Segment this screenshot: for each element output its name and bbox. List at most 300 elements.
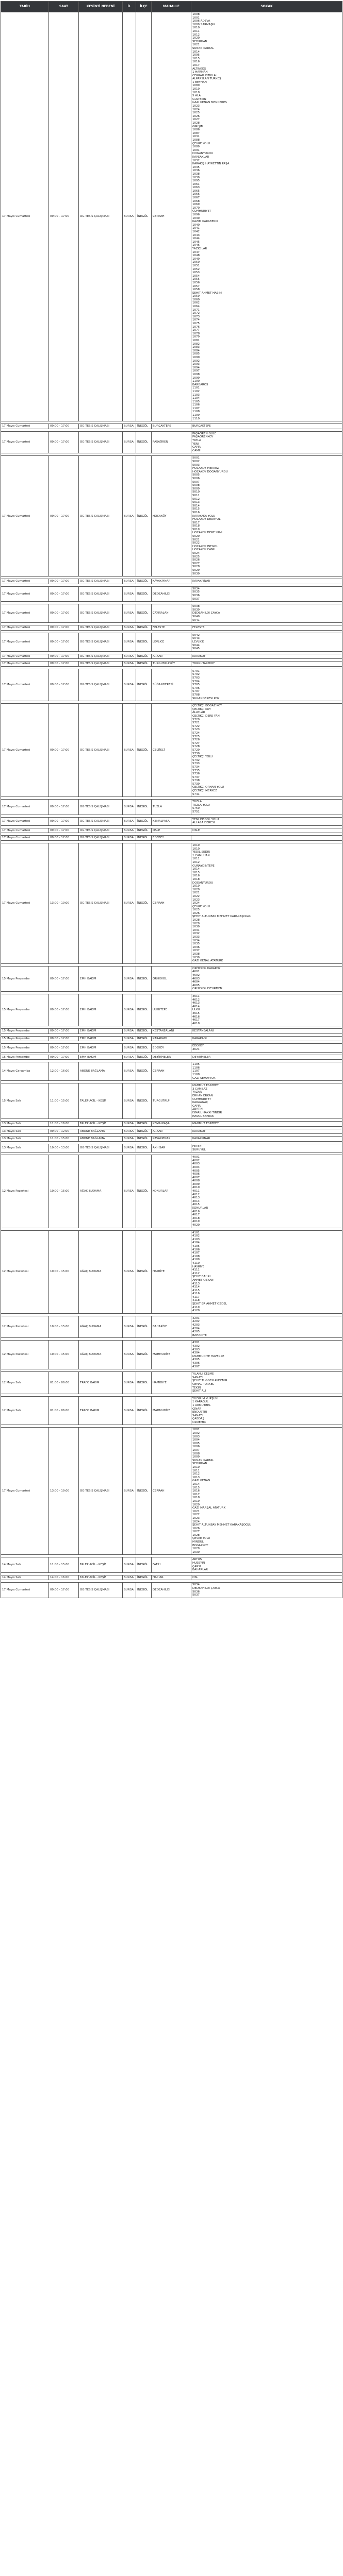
street-name: 5736 bbox=[192, 772, 200, 776]
table-row bbox=[1, 1029, 342, 1034]
street-name: 5016 bbox=[192, 511, 200, 514]
neighborhood-cell: BAHARİYE bbox=[152, 1316, 191, 1338]
province-cell: BURSA bbox=[123, 1062, 136, 1081]
street-name: 5724 bbox=[192, 731, 200, 735]
street-name: 5020 bbox=[192, 535, 200, 538]
date-cell: 17 Mayıs Cumartesi bbox=[1, 604, 49, 623]
street-name: 1064 bbox=[192, 305, 200, 309]
table-row bbox=[1, 704, 342, 797]
street-cell bbox=[191, 828, 342, 833]
reason-cell: OG TESİS ÇALIŞMASI bbox=[79, 843, 123, 964]
neighborhood-cell: KESTANEALANI bbox=[152, 1029, 191, 1034]
street-cell bbox=[191, 817, 342, 825]
date-cell: 15 Mayıs Perşembe bbox=[1, 966, 49, 991]
street-cell bbox=[191, 1428, 342, 1555]
date-cell: 17 Mayıs Cumartesi bbox=[1, 1583, 49, 1598]
street-name: 1020 bbox=[192, 37, 200, 40]
time-cell: 09:00 - 17:00 bbox=[49, 994, 79, 1026]
neighborhood-cell: CERRAH bbox=[152, 12, 191, 421]
street-name: 5741 bbox=[192, 792, 200, 796]
street-name: 1051 bbox=[192, 264, 200, 267]
district-cell: İNEGÖL bbox=[136, 994, 152, 1026]
street-name: GÜNAYDINTEPE bbox=[192, 864, 215, 868]
province-cell: BURSA bbox=[123, 994, 136, 1026]
district-cell: İNEGÖL bbox=[136, 1230, 152, 1313]
province-cell: BURSA bbox=[123, 817, 136, 825]
street-name: EDEKÖY bbox=[192, 1044, 204, 1048]
district-cell: İNEGÖL bbox=[136, 456, 152, 577]
province-cell: BURSA bbox=[123, 633, 136, 651]
street-name: 5002 bbox=[192, 460, 200, 463]
time-cell: 11:00 - 15:00 bbox=[49, 1137, 79, 1142]
district-cell: İNEGÖL bbox=[136, 1036, 152, 1041]
date-cell: 17 Mayıs Cumartesi bbox=[1, 669, 49, 701]
street-name: 4301 bbox=[192, 1341, 200, 1345]
date-cell: 12 Mayıs Salı bbox=[1, 1372, 49, 1394]
street-name: MAHMUT ESATBEY bbox=[192, 1084, 219, 1088]
neighborhood-cell: AKHİSAR bbox=[152, 1144, 191, 1152]
street-name: AHMET ÖZKAN bbox=[192, 1278, 214, 1282]
province-cell: BURSA bbox=[123, 836, 136, 841]
street-name: 1081 bbox=[192, 339, 200, 342]
reason-cell: AĞAÇ BUDAMA bbox=[79, 1316, 123, 1338]
street-name: 1030 bbox=[192, 216, 200, 220]
street-name: 1035 bbox=[192, 942, 200, 946]
street-name: HOCAKÖY DEDEYOL bbox=[192, 518, 221, 521]
time-cell: 09:00 - 17:00 bbox=[49, 1055, 79, 1060]
street-name: CUMHURİYET bbox=[192, 1097, 211, 1101]
province-cell: BURSA bbox=[123, 1583, 136, 1598]
street-name: KARAKÖY bbox=[192, 1129, 206, 1133]
province-cell: BURSA bbox=[123, 1396, 136, 1425]
street-name: 1012 bbox=[192, 33, 200, 37]
district-cell: İNEGÖL bbox=[136, 633, 152, 651]
table-row bbox=[1, 1122, 342, 1127]
street-name: SUNAN KARTAL bbox=[192, 1459, 214, 1462]
street-name: 1015 bbox=[192, 57, 200, 60]
province-cell: BURSA bbox=[123, 579, 136, 584]
district-cell: İNEGÖL bbox=[136, 12, 152, 421]
street-name: 1022 bbox=[192, 894, 200, 898]
reason-cell: ABONE BAĞLAMA bbox=[79, 1129, 123, 1134]
date-cell: 13 Mayıs Salı bbox=[1, 1144, 49, 1152]
street-name: 4203 bbox=[192, 1324, 200, 1327]
time-cell: 11:00 - 15:00 bbox=[49, 1557, 79, 1572]
reason-cell: EMH BAKIM bbox=[79, 1036, 123, 1041]
street-name: 1067 bbox=[192, 196, 200, 200]
street-name: ÇELTİKÇİ ORHAN YOLU bbox=[192, 786, 224, 789]
street-name: 4116 bbox=[192, 1292, 200, 1296]
province-cell: BURSA bbox=[123, 669, 136, 701]
street-name: FETEN bbox=[192, 1144, 202, 1148]
table-row bbox=[1, 817, 342, 825]
date-cell: 17 Mayıs Cumartesi bbox=[1, 704, 49, 797]
street-name: 1003 bbox=[192, 1435, 200, 1438]
street-name: 1065 bbox=[192, 189, 200, 193]
date-cell: 15 Mayıs Perşembe bbox=[1, 1029, 49, 1034]
street-name: 5036 bbox=[192, 594, 200, 597]
street-name: 4015 bbox=[192, 1203, 200, 1207]
date-cell: 17 Mayıs Cumartesi bbox=[1, 800, 49, 815]
province-cell: BURSA bbox=[123, 604, 136, 623]
street-name: 4120 bbox=[192, 1309, 200, 1313]
street-name: 5727 bbox=[192, 741, 200, 745]
street-name: 5041 bbox=[192, 618, 200, 622]
street-name: ÇELTİKÇİ KÖY bbox=[192, 707, 211, 711]
street-name: 4614 bbox=[192, 1005, 200, 1008]
street-name: 5726 bbox=[192, 738, 200, 742]
street-name: İSMAIL HAKKI TINDIR bbox=[192, 1111, 222, 1114]
date-cell: 14 Mayıs Çarşamba bbox=[1, 1062, 49, 1081]
table-row bbox=[1, 800, 342, 815]
neighborhood-cell: FATİH bbox=[152, 1557, 191, 1572]
province-cell: BURSA bbox=[123, 966, 136, 991]
street-name: SANAYİ bbox=[192, 1376, 203, 1379]
street-name: 1047 bbox=[192, 250, 200, 254]
street-cell bbox=[191, 1341, 342, 1369]
street-name: 1103 bbox=[192, 393, 200, 397]
street-name: ERHAN ERKAN bbox=[192, 1094, 213, 1097]
street-name: 4002 bbox=[192, 1159, 200, 1162]
province-cell: BURSA bbox=[123, 1144, 136, 1152]
street-name: 1028 bbox=[192, 122, 200, 125]
street-name: HOCAKÖY CAMİİ bbox=[192, 548, 216, 552]
street-name: 4604 bbox=[192, 980, 200, 984]
reason-cell: EMH BAKIM bbox=[79, 1044, 123, 1052]
street-name: 1031 bbox=[192, 928, 200, 932]
time-cell: 09:00 - 17:00 bbox=[49, 456, 79, 577]
street-cell bbox=[191, 704, 342, 797]
street-name: 3 CAMBAZ bbox=[192, 1087, 207, 1091]
street-name: ÇELTİKÇİ DERE YANI bbox=[192, 715, 221, 718]
district-cell: İNEGÖL bbox=[136, 1137, 152, 1142]
street-name: 1071 bbox=[192, 308, 200, 312]
street-name: ORHİDİOL KARAKÖY bbox=[192, 967, 221, 970]
reason-cell: OG TESİS ÇALIŞMASI bbox=[79, 662, 123, 667]
street-name: 1027 bbox=[192, 1530, 200, 1534]
street-name: 1094 bbox=[192, 366, 200, 369]
table-row bbox=[1, 669, 342, 701]
district-cell: İNEGÖL bbox=[136, 662, 152, 667]
street-name: 1039 bbox=[192, 956, 200, 959]
street-name: 1088 bbox=[192, 138, 200, 142]
street-name: 1008 bbox=[192, 13, 200, 16]
street-name: 1037 bbox=[192, 949, 200, 953]
header-district: İLÇE bbox=[136, 2, 152, 12]
time-cell: 10:00 - 13:00 bbox=[49, 1144, 79, 1152]
street-name: 1002 bbox=[192, 1432, 200, 1435]
street-name: 5735 bbox=[192, 769, 200, 772]
reason-cell: OG TESİS ÇALIŞMASI bbox=[79, 669, 123, 701]
street-name: 1095 bbox=[192, 54, 200, 57]
time-cell: 13:00 - 19:00 bbox=[49, 843, 79, 964]
reason-cell: EMH BAKIM bbox=[79, 1055, 123, 1060]
province-cell: BURSA bbox=[123, 431, 136, 453]
district-cell: İNEGÖL bbox=[136, 431, 152, 453]
street-name: SEDİRHAN bbox=[192, 40, 207, 43]
street-name: 1083 bbox=[192, 346, 200, 349]
street-name: KAVAKPINAR bbox=[192, 1137, 210, 1141]
street-name: 1092 bbox=[192, 359, 200, 363]
province-cell: BURSA bbox=[123, 456, 136, 577]
outage-table bbox=[1, 1, 342, 1598]
street-name: 1107 bbox=[192, 1070, 200, 1073]
date-cell: 12 Mayıs Pazartesi bbox=[1, 1230, 49, 1313]
street-name: 4006 bbox=[192, 1173, 200, 1176]
street-name: 5739 bbox=[192, 782, 200, 786]
street-name: 1018 bbox=[192, 1496, 200, 1500]
street-name: HOCAKÖY MERKEZ bbox=[192, 467, 219, 470]
street-name: 4014 bbox=[192, 1199, 200, 1203]
street-name: 5733 bbox=[192, 762, 200, 766]
street-name: TUZLA YOLU bbox=[192, 803, 210, 807]
reason-cell: OG TESİS ÇALIŞMASI bbox=[79, 586, 123, 601]
street-name: 4004 bbox=[192, 1165, 200, 1169]
street-cell bbox=[191, 625, 342, 631]
street-cell bbox=[191, 836, 342, 841]
street-name: 5720 bbox=[192, 718, 200, 721]
street-name: 1097 bbox=[192, 369, 200, 373]
street-name: 1027 bbox=[192, 118, 200, 122]
street-name: ÇEVRE YOLU bbox=[192, 142, 210, 145]
time-cell: 10:00 - 15:00 bbox=[49, 1155, 79, 1228]
street-name: ALAYLAR bbox=[192, 711, 205, 715]
street-name: ÇELTİKÇİ YOLU bbox=[192, 755, 213, 759]
neighborhood-cell: KAVAKPINAR bbox=[152, 579, 191, 584]
street-name: 1012 bbox=[192, 860, 200, 864]
street-name: 1038 bbox=[192, 172, 200, 176]
neighborhood-cell: TUZLA bbox=[152, 800, 191, 815]
street-name: ÖZDEMİR bbox=[192, 1420, 206, 1424]
street-name: 4103 bbox=[192, 1238, 200, 1241]
street-name: GÜLTEKİN bbox=[192, 97, 206, 101]
street-name: 4307 bbox=[192, 1365, 200, 1368]
street-name: 1079 bbox=[192, 335, 200, 339]
date-cell: 12 Mayıs Pazartesi bbox=[1, 1341, 49, 1369]
street-cell bbox=[191, 1583, 342, 1598]
time-cell: 09:00 - 17:00 bbox=[49, 1029, 79, 1034]
street-name: CUMHURİYET bbox=[192, 210, 211, 213]
province-cell: BURSA bbox=[123, 828, 136, 833]
street-name: SÜRÜYÜL bbox=[192, 1148, 206, 1151]
street-name: MAHMUDİYE HAVERKE bbox=[192, 1354, 224, 1358]
street-name: 4111 bbox=[192, 1268, 200, 1272]
street-name: 1 CAMUHAN bbox=[192, 854, 210, 857]
street-name: 1021 bbox=[192, 43, 200, 47]
street-name: 4017 bbox=[192, 1213, 200, 1217]
table-row bbox=[1, 1316, 342, 1338]
street-name: 1070 bbox=[192, 206, 200, 210]
street-cell bbox=[191, 1230, 342, 1313]
street-name: 1001 bbox=[192, 1428, 200, 1432]
district-cell: İNEGÖL bbox=[136, 586, 152, 601]
street-name: 1007 bbox=[192, 1449, 200, 1452]
street-name: BAHARLAR bbox=[192, 1568, 208, 1572]
street-cell bbox=[191, 12, 342, 421]
street-name: ŞEHİT ALİ bbox=[192, 1389, 206, 1393]
street-name: 4107 bbox=[192, 1251, 200, 1255]
street-name: 1026 bbox=[192, 911, 200, 915]
street-name: 1078 bbox=[192, 332, 200, 335]
time-cell: 09:00 - 17:00 bbox=[49, 1583, 79, 1598]
table-header-row bbox=[1, 2, 342, 12]
header-time: SAAT bbox=[49, 2, 79, 12]
street-cell bbox=[191, 1144, 342, 1152]
street-name: 5021 bbox=[192, 538, 200, 541]
street-name: ÇELTİKÇİ BOĞAZ KÖY bbox=[192, 704, 222, 708]
table-row bbox=[1, 625, 342, 631]
street-name: 1053 bbox=[192, 271, 200, 275]
street-name: LEVLICE bbox=[192, 640, 204, 643]
street-name: 1004 bbox=[192, 1438, 200, 1442]
street-name: MİNGÜL bbox=[192, 1540, 204, 1544]
street-name: 1025 bbox=[192, 111, 200, 115]
street-name: ÜLKÜ bbox=[192, 1008, 200, 1012]
street-name: 5014 bbox=[192, 504, 200, 507]
street-name: 1011 bbox=[192, 1469, 200, 1472]
district-cell: İNEGÖL bbox=[136, 1062, 152, 1081]
street-name: 1049 bbox=[192, 257, 200, 261]
street-name: 1044 bbox=[192, 237, 200, 241]
time-cell: 09:00 - 17:00 bbox=[49, 633, 79, 651]
date-cell: 17 Mayıs Cumartesi bbox=[1, 431, 49, 453]
street-name: ÇAYIR bbox=[192, 446, 201, 449]
street-name: 1 HARMAN bbox=[192, 71, 208, 74]
street-name: 5026 bbox=[192, 558, 200, 562]
street-name: 1095 bbox=[192, 179, 200, 183]
street-name: 4118 bbox=[192, 1299, 200, 1302]
date-cell: 14 Mayıs Salı bbox=[1, 1575, 49, 1580]
province-cell: BURSA bbox=[123, 625, 136, 631]
neighborhood-cell: TURGUTALPKÖY bbox=[152, 662, 191, 667]
street-name: 1033 bbox=[192, 936, 200, 939]
date-cell: 17 Mayıs Cumartesi bbox=[1, 843, 49, 964]
district-cell: İNEGÖL bbox=[136, 1428, 152, 1555]
table-row bbox=[1, 828, 342, 833]
street-cell bbox=[191, 424, 342, 429]
street-cell bbox=[191, 1137, 342, 1142]
table-row bbox=[1, 1044, 342, 1052]
neighborhood-cell: CERRAH bbox=[152, 1062, 191, 1081]
street-name: 1019 bbox=[192, 88, 200, 91]
reason-cell: OG TESİS ÇALIŞMASI bbox=[79, 654, 123, 659]
street-name: ŞEHİT AHMET HAŞİM bbox=[192, 291, 222, 295]
street-name: ÇINAR bbox=[192, 1407, 202, 1411]
street-name: 4304 bbox=[192, 1351, 200, 1355]
time-cell: 14:00 - 16:00 bbox=[49, 1575, 79, 1580]
street-name: HÜSEYİN bbox=[192, 1562, 205, 1565]
table-row bbox=[1, 1062, 342, 1081]
table-row bbox=[1, 431, 342, 453]
street-name: TEKİN bbox=[192, 1386, 201, 1389]
street-name: ALPARSLAN TÜRKEŞ bbox=[192, 77, 221, 81]
neighborhood-cell: HACIAR bbox=[152, 1575, 191, 1580]
province-cell: BURSA bbox=[123, 800, 136, 815]
reason-cell: OG TESİS ÇALIŞMASI bbox=[79, 424, 123, 429]
street-name: 4114 bbox=[192, 1285, 200, 1289]
street-name: 5701 bbox=[192, 669, 200, 673]
reason-cell: OG TESİS ÇALIŞMASI bbox=[79, 1583, 123, 1598]
neighborhood-cell: HAYRİYE bbox=[152, 1230, 191, 1313]
table-row bbox=[1, 994, 342, 1026]
street-name: 1073 bbox=[192, 315, 200, 318]
table-row bbox=[1, 1372, 342, 1394]
street-name: 5001 bbox=[192, 456, 200, 460]
neighborhood-cell: HOCAKÖY bbox=[152, 456, 191, 577]
street-name: 1109 bbox=[192, 414, 200, 417]
street-cell bbox=[191, 633, 342, 651]
street-name: 4305 bbox=[192, 1358, 200, 1362]
table-body bbox=[1, 12, 342, 1598]
street-name: 1 ARMUTBEL bbox=[192, 1403, 211, 1407]
street-name: 1014 bbox=[192, 50, 200, 54]
street-name: 1093 bbox=[192, 363, 200, 366]
street-cell bbox=[191, 1122, 342, 1127]
street-name: ARTUS bbox=[192, 1558, 202, 1562]
street-name: 4104 bbox=[192, 1241, 200, 1245]
neighborhood-cell: BURÇAKTEPE bbox=[152, 424, 191, 429]
table-row bbox=[1, 1230, 342, 1313]
date-cell: 17 Mayıs Cumartesi bbox=[1, 424, 49, 429]
table-row bbox=[1, 1396, 342, 1425]
street-name: 1105 bbox=[192, 1063, 200, 1066]
table-row bbox=[1, 1137, 342, 1142]
street-name: ZEYTİN bbox=[192, 1108, 203, 1111]
street-name: 5043 bbox=[192, 637, 200, 640]
neighborhood-cell: ÇELTİKÇİ bbox=[152, 704, 191, 797]
street-name: 1062 bbox=[192, 301, 200, 305]
street-name: 5010 bbox=[192, 490, 200, 494]
district-cell: İNEGÖL bbox=[136, 1055, 152, 1060]
street-cell bbox=[191, 966, 342, 991]
street-cell bbox=[191, 1372, 342, 1394]
street-name: 4005 bbox=[192, 1169, 200, 1173]
street-name: YAZICILAR bbox=[192, 247, 207, 250]
street-name: 1014 bbox=[192, 868, 200, 871]
street-name: 1056 bbox=[192, 281, 200, 284]
street-name: 1032 bbox=[192, 159, 200, 162]
time-cell: 09:00 - 12:00 bbox=[49, 1129, 79, 1134]
date-cell: 17 Mayıs Cumartesi bbox=[1, 456, 49, 577]
street-name: 4003 bbox=[192, 1162, 200, 1166]
province-cell: BURSA bbox=[123, 1044, 136, 1052]
time-cell: 09:00 - 17:00 bbox=[49, 586, 79, 601]
street-cell bbox=[191, 1055, 342, 1060]
street-name: 1106 bbox=[192, 1066, 200, 1070]
street-name: 1080 bbox=[192, 84, 200, 88]
date-cell: 14 Mayıs Salı bbox=[1, 1557, 49, 1572]
street-cell bbox=[191, 654, 342, 659]
table-row bbox=[1, 836, 342, 841]
street-name: 1040 bbox=[192, 223, 200, 227]
street-name: GAZİ KENAN bbox=[192, 1479, 210, 1483]
street-name: 5045 bbox=[192, 647, 200, 651]
street-name: 5027 bbox=[192, 562, 200, 565]
street-name: 5028 bbox=[192, 565, 200, 569]
street-name: 1038 bbox=[192, 953, 200, 956]
neighborhood-cell: KEMALPAŞA bbox=[152, 1122, 191, 1127]
reason-cell: OG TESİS ÇALIŞMASI bbox=[79, 1428, 123, 1555]
street-name: YAZAR bbox=[192, 1091, 202, 1094]
street-name: 5730 bbox=[192, 752, 200, 755]
street-name: 4605 bbox=[192, 984, 200, 987]
province-cell: BURSA bbox=[123, 12, 136, 421]
reason-cell: OG TESİS ÇALIŞMASI bbox=[79, 633, 123, 651]
time-cell: 01:00 - 06:00 bbox=[49, 1396, 79, 1425]
street-name: 4621 bbox=[192, 1048, 200, 1052]
street-name: 1066 bbox=[192, 193, 200, 196]
province-cell: BURSA bbox=[123, 586, 136, 601]
